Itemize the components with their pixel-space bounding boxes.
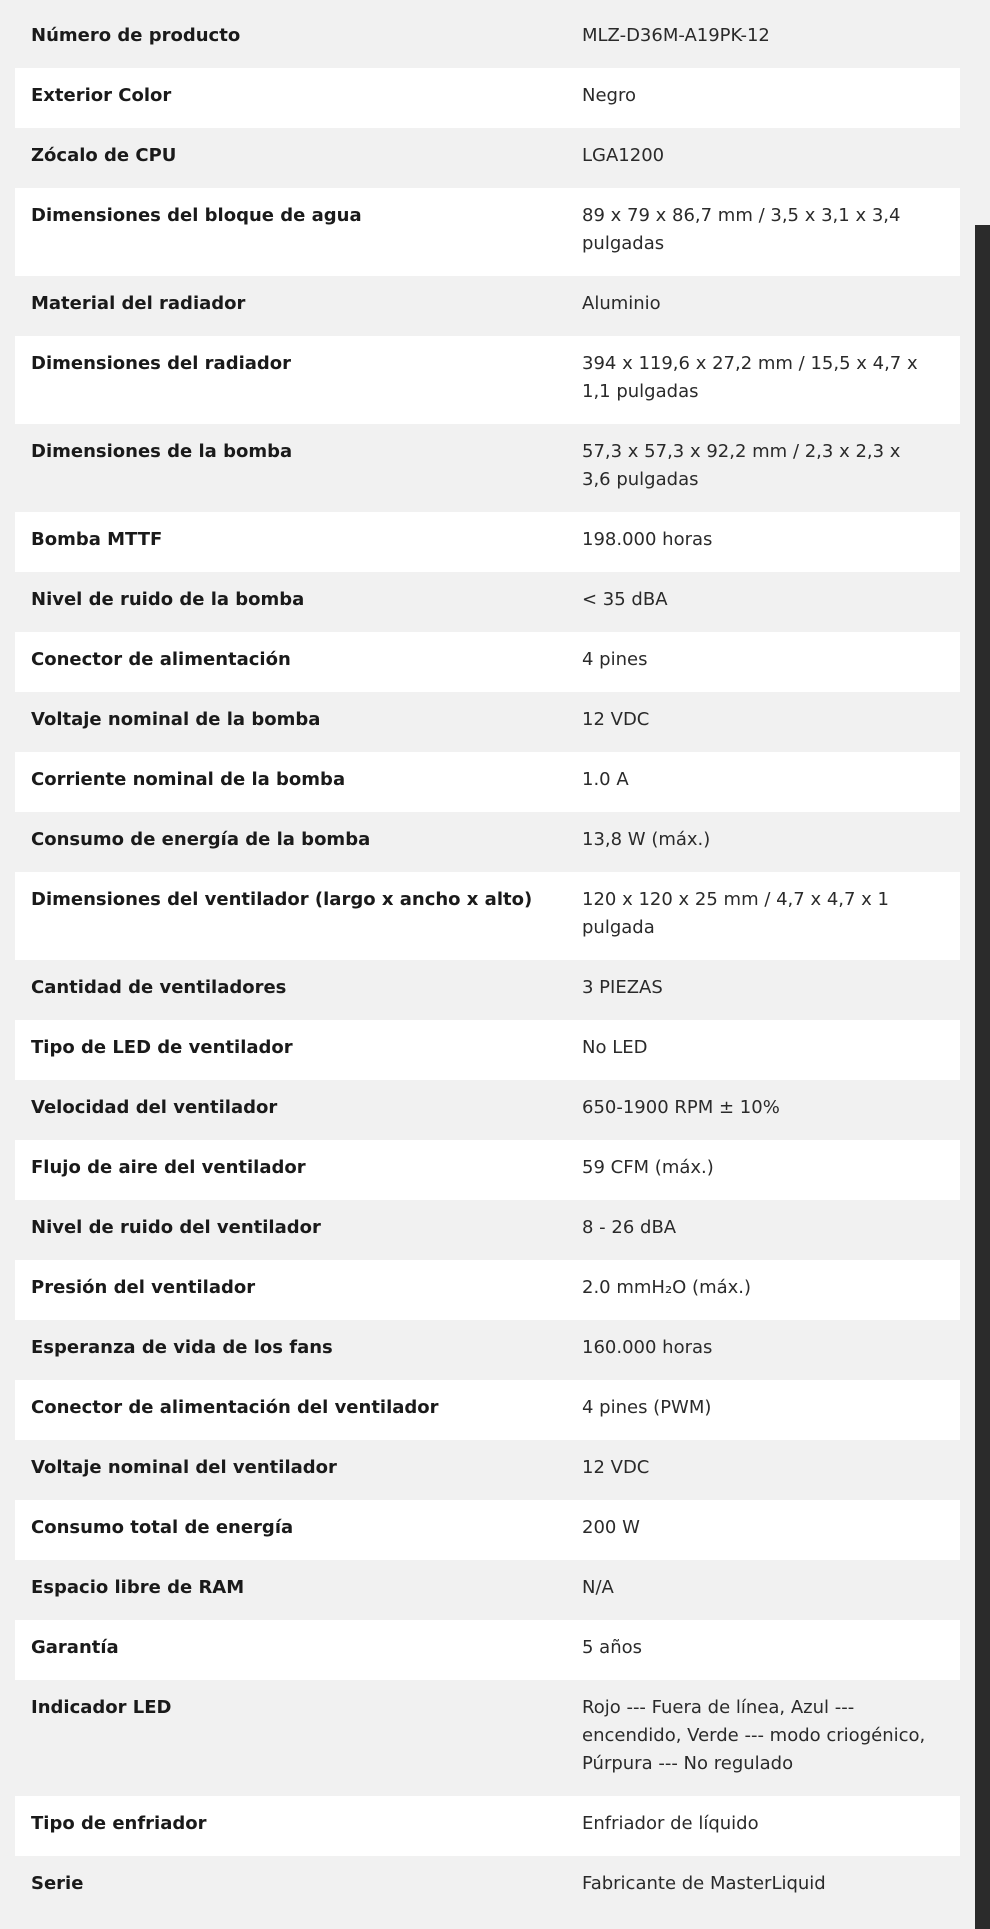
spec-value: 120 x 120 x 25 mm / 4,7 x 4,7 x 1 pulgada (582, 889, 890, 938)
spec-label: Dimensiones de la bomba (31, 441, 293, 462)
spec-row (15, 1796, 960, 1856)
spec-label: Voltaje nominal de la bomba (31, 709, 321, 730)
scrollbar[interactable] (975, 225, 990, 1929)
spec-label: Indicador LED (31, 1697, 172, 1718)
spec-label: Consumo total de energía (31, 1517, 294, 1538)
spec-value: < 35 dBA (582, 589, 668, 610)
spec-row (15, 960, 960, 1020)
spec-value: 8 - 26 dBA (582, 1217, 677, 1238)
spec-label: Cantidad de ventiladores (31, 977, 287, 998)
spec-value: 394 x 119,6 x 27,2 mm / 15,5 x 4,7 x 1,1 pulgadas (582, 353, 918, 402)
spec-label: Nivel de ruido de la bomba (31, 589, 305, 610)
spec-row (15, 1620, 960, 1680)
spec-label: Conector de alimentación (31, 649, 291, 670)
spec-value: LGA1200 (582, 145, 665, 166)
spec-value: 1.0 A (582, 769, 629, 790)
spec-row (15, 1680, 960, 1796)
spec-value: 57,3 x 57,3 x 92,2 mm / 2,3 x 2,3 x 3,6 pulgadas (582, 441, 901, 490)
spec-label: Dimensiones del radiador (31, 353, 292, 374)
spec-value: N/A (582, 1577, 614, 1598)
spec-row (15, 872, 960, 960)
spec-label: Tipo de enfriador (31, 1813, 207, 1834)
spec-row (15, 276, 960, 336)
spec-row (15, 1500, 960, 1560)
spec-value: 12 VDC (582, 1457, 650, 1478)
spec-value: 2.0 mmH₂O (máx.) (582, 1277, 752, 1298)
spec-value: 200 W (582, 1517, 640, 1538)
spec-value: 4 pines (PWM) (582, 1397, 712, 1418)
spec-value: MLZ-D36M-A19PK-12 (582, 25, 770, 46)
spec-label: Esperanza de vida de los fans (31, 1337, 333, 1358)
spec-label: Corriente nominal de la bomba (31, 769, 346, 790)
spec-label: Consumo de energía de la bomba (31, 829, 371, 850)
spec-row (15, 632, 960, 692)
spec-row (15, 1440, 960, 1500)
spec-row (15, 1560, 960, 1620)
spec-row (15, 1380, 960, 1440)
spec-label: Tipo de LED de ventilador (31, 1037, 293, 1058)
spec-label: Dimensiones del ventilador (largo x ancho x alto) (31, 889, 533, 910)
spec-value: 4 pines (582, 649, 648, 670)
spec-label: Voltaje nominal del ventilador (31, 1457, 337, 1478)
spec-row (15, 1140, 960, 1200)
spec-value: Enfriador de líquido (582, 1813, 759, 1834)
spec-label: Nivel de ruido del ventilador (31, 1217, 321, 1238)
spec-label: Zócalo de CPU (31, 145, 177, 166)
spec-value: 89 x 79 x 86,7 mm / 3,5 x 3,1 x 3,4 pulgadas (582, 205, 901, 254)
spec-table (15, 8, 960, 1916)
spec-value: 13,8 W (máx.) (582, 829, 711, 850)
spec-label: Garantía (31, 1637, 119, 1658)
spec-value: 5 años (582, 1637, 643, 1658)
spec-row (15, 128, 960, 188)
spec-value: No LED (582, 1037, 648, 1058)
spec-value: Aluminio (582, 293, 661, 314)
spec-row (15, 1260, 960, 1320)
spec-label: Número de producto (31, 25, 241, 46)
spec-label: Material del radiador (31, 293, 246, 314)
spec-label: Conector de alimentación del ventilador (31, 1397, 439, 1418)
spec-value: 59 CFM (máx.) (582, 1157, 714, 1178)
spec-label: Serie (31, 1873, 84, 1894)
spec-row (15, 1020, 960, 1080)
spec-label: Dimensiones del bloque de agua (31, 205, 362, 226)
spec-row (15, 424, 960, 512)
spec-label: Exterior Color (31, 85, 172, 106)
spec-row (15, 1080, 960, 1140)
spec-row (15, 812, 960, 872)
spec-row (15, 512, 960, 572)
spec-value: 650-1900 RPM ± 10% (582, 1097, 780, 1118)
spec-row (15, 752, 960, 812)
spec-label: Bomba MTTF (31, 529, 163, 550)
spec-value: Rojo --- Fuera de línea, Azul --- encendido, Verde --- modo criogénico, Púrpura --- No regulado (582, 1697, 926, 1774)
spec-row (15, 572, 960, 632)
spec-row (15, 188, 960, 276)
spec-value: Negro (582, 85, 636, 106)
spec-row (15, 1856, 960, 1916)
spec-value: 12 VDC (582, 709, 650, 730)
spec-row (15, 692, 960, 752)
spec-row (15, 8, 960, 68)
spec-row (15, 1320, 960, 1380)
spec-value: 198.000 horas (582, 529, 713, 550)
spec-label: Velocidad del ventilador (31, 1097, 278, 1118)
spec-value: 160.000 horas (582, 1337, 713, 1358)
spec-row (15, 336, 960, 424)
spec-label: Espacio libre de RAM (31, 1577, 245, 1598)
spec-label: Flujo de aire del ventilador (31, 1157, 306, 1178)
spec-label: Presión del ventilador (31, 1277, 256, 1298)
spec-row (15, 68, 960, 128)
spec-row (15, 1200, 960, 1260)
spec-value: Fabricante de MasterLiquid (582, 1873, 826, 1894)
spec-value: 3 PIEZAS (582, 977, 663, 998)
